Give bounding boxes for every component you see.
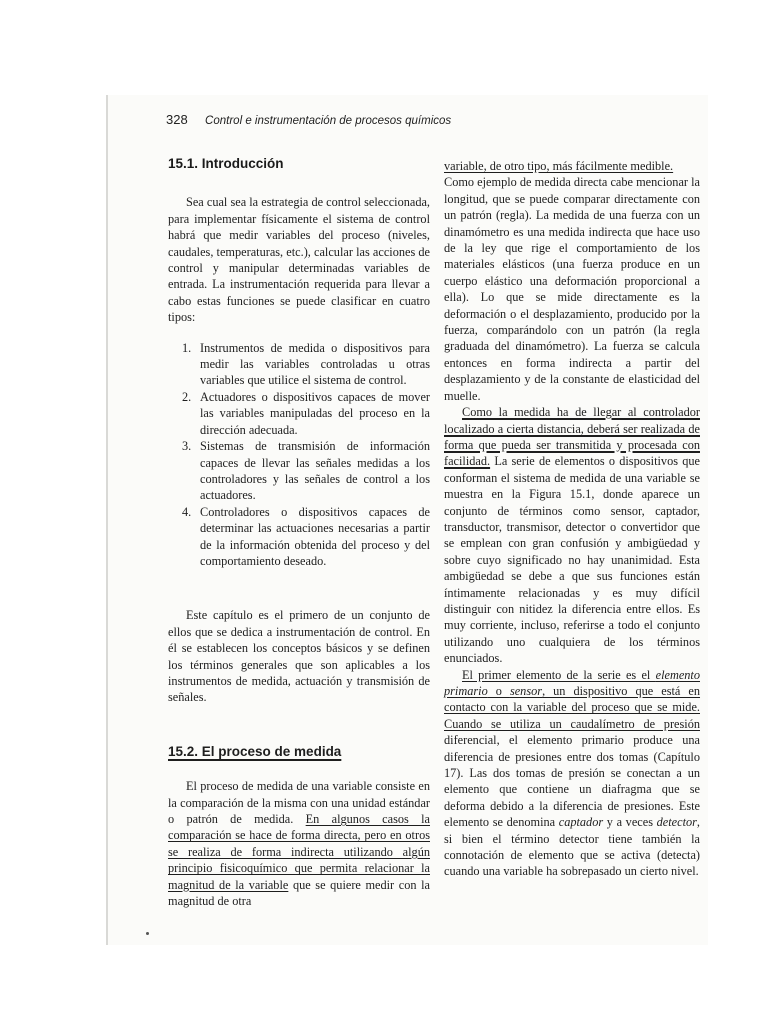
- list-item: 2. Actuadores o dispositivos capaces de mover las variables manipuladas del proceso en la dirección adecuada.: [182, 389, 430, 437]
- left-column: [168, 156, 430, 909]
- list-item: 3. Sistemas de transmisión de información capaces de llevar las señales medidas a los controladores y las señales de control a los actuadores.: [182, 439, 430, 503]
- right-column: [444, 158, 700, 880]
- list-item: 4. Controladores o dispositivos capaces de determinar las actuaciones necesarias a partir de la información obtenida del proceso y del comportamiento deseado.: [182, 504, 430, 568]
- underlined-passage: En algunos casos la comparación se hace de forma directa, pero en otros se realiza de forma indirecta utilizando algún principio fisicoquímico que permita relacionar la magnitud de la variable: [168, 812, 430, 892]
- list-item: 1. Instrumentos de medida o dispositivos para medir las variables controladas u otras variables que utilice el sistema de control.: [182, 340, 430, 388]
- page-header: [166, 112, 696, 127]
- chapter-paragraph: Este capítulo es el primero de un conjunto de ellos que se dedica a instrumentación de control. En él se establecen los conceptos básicos y se definen los términos generales que son aplicables a los instrumentos de medida, actuación y transmisión de señales.: [168, 608, 430, 705]
- underlined-passage: Como la medida ha de llegar al controlador localizado a cierta distancia, deberá ser realizada de forma que pueda ser transmitida y procesada con facilidad.: [444, 405, 700, 469]
- page-number: 328: [166, 112, 188, 127]
- continuation-line: variable, de otro tipo, más fácilmente medible.: [444, 159, 674, 173]
- instrument-types-list: [168, 340, 430, 570]
- section-title-proceso-de-medida: 15.2. El proceso de medida: [168, 743, 342, 759]
- section-title-introduccion: 15.1. Introducción: [168, 156, 284, 171]
- transmission-paragraph: Como la medida ha de llegar al controlador localizado a cierta distancia, deberá ser realizada de forma que pueda ser transmitida y procesada con facilidad. La serie de elementos o dispositivos que conforman el sistema de medida de una variable se muestra en la Figura 15.1, donde aparece un conjunto de términos como sensor, captador, transductor, transmisor, detector o convertidor que se emplean con gran confusión y ambigüedad y sobre cuyo significado no hay unanimidad. Esta ambigüedad se debe a que sus funciones están íntimamente relacionadas y es muy difícil distinguir con nitidez la diferencia entre ellos. Es muy corriente, incluso, referirse a todo el conjunto utilizando uno cualquiera de los términos enunciados.: [444, 405, 700, 666]
- intro-paragraph: Sea cual sea la estrategia de control seleccionada, para implementar físicamente el sistema de control habrá que medir variables del proceso (niveles, caudales, temperaturas, etc.), calcular las acciones de control y manipular determinadas variables de entrada. La instrumentación requerida para llevar a cabo estas funciones se puede clasificar en cuatro tipos:: [168, 195, 430, 325]
- running-title: Control e instrumentación de procesos químicos: [205, 115, 452, 127]
- medida-example-paragraph: Como ejemplo de medida directa cabe mencionar la longitud, que se puede comparar directamente con un patrón (regla). La medida de una fuerza con un dinamómetro es una medida indirecta que hace uso de la ley que rige el comportamiento de los materiales elásticos (una fuerza produce en un cuerpo elástico una deformación proporcional a ella). Lo que se mide directamente es la deformación o el desplazamiento, producido por la fuerza, comparándolo con un patrón (la regla graduada del dinamómetro). La fuerza se calcula entonces en forma indirecta a partir del desplazamiento y de la constante de elasticidad del muelle.: [444, 175, 700, 403]
- stray-mark: [146, 932, 149, 935]
- sensor-paragraph: El primer elemento de la serie es el elemento primario o sensor, un dispositivo que está en contacto con la variable del proceso que se mide. Cuando se utiliza un caudalímetro de presión diferencial, el elemento primario produce una diferencia de presiones entre dos tomas (Capítulo 17). Las dos tomas de presión se conectan a un elemento que contiene un diafragma que se deforma debido a la diferencia de presiones. Este elemento se denomina captador y a veces detector, si bien el término detector tiene también la connotación de elemento que se activa (detecta) cuando una variable ha sobrepasado un cierto nivel.: [444, 667, 701, 879]
- medida-paragraph: El proceso de medida de una variable consiste en la comparación de la misma con una unidad estándar o patrón de medida. En algunos casos la comparación se hace de forma directa, pero en otros se realiza de forma indirecta utilizando algún principio fisicoquímico que permita relacionar la magnitud de la variable que se quiere medir con la magnitud de otra: [168, 779, 430, 909]
